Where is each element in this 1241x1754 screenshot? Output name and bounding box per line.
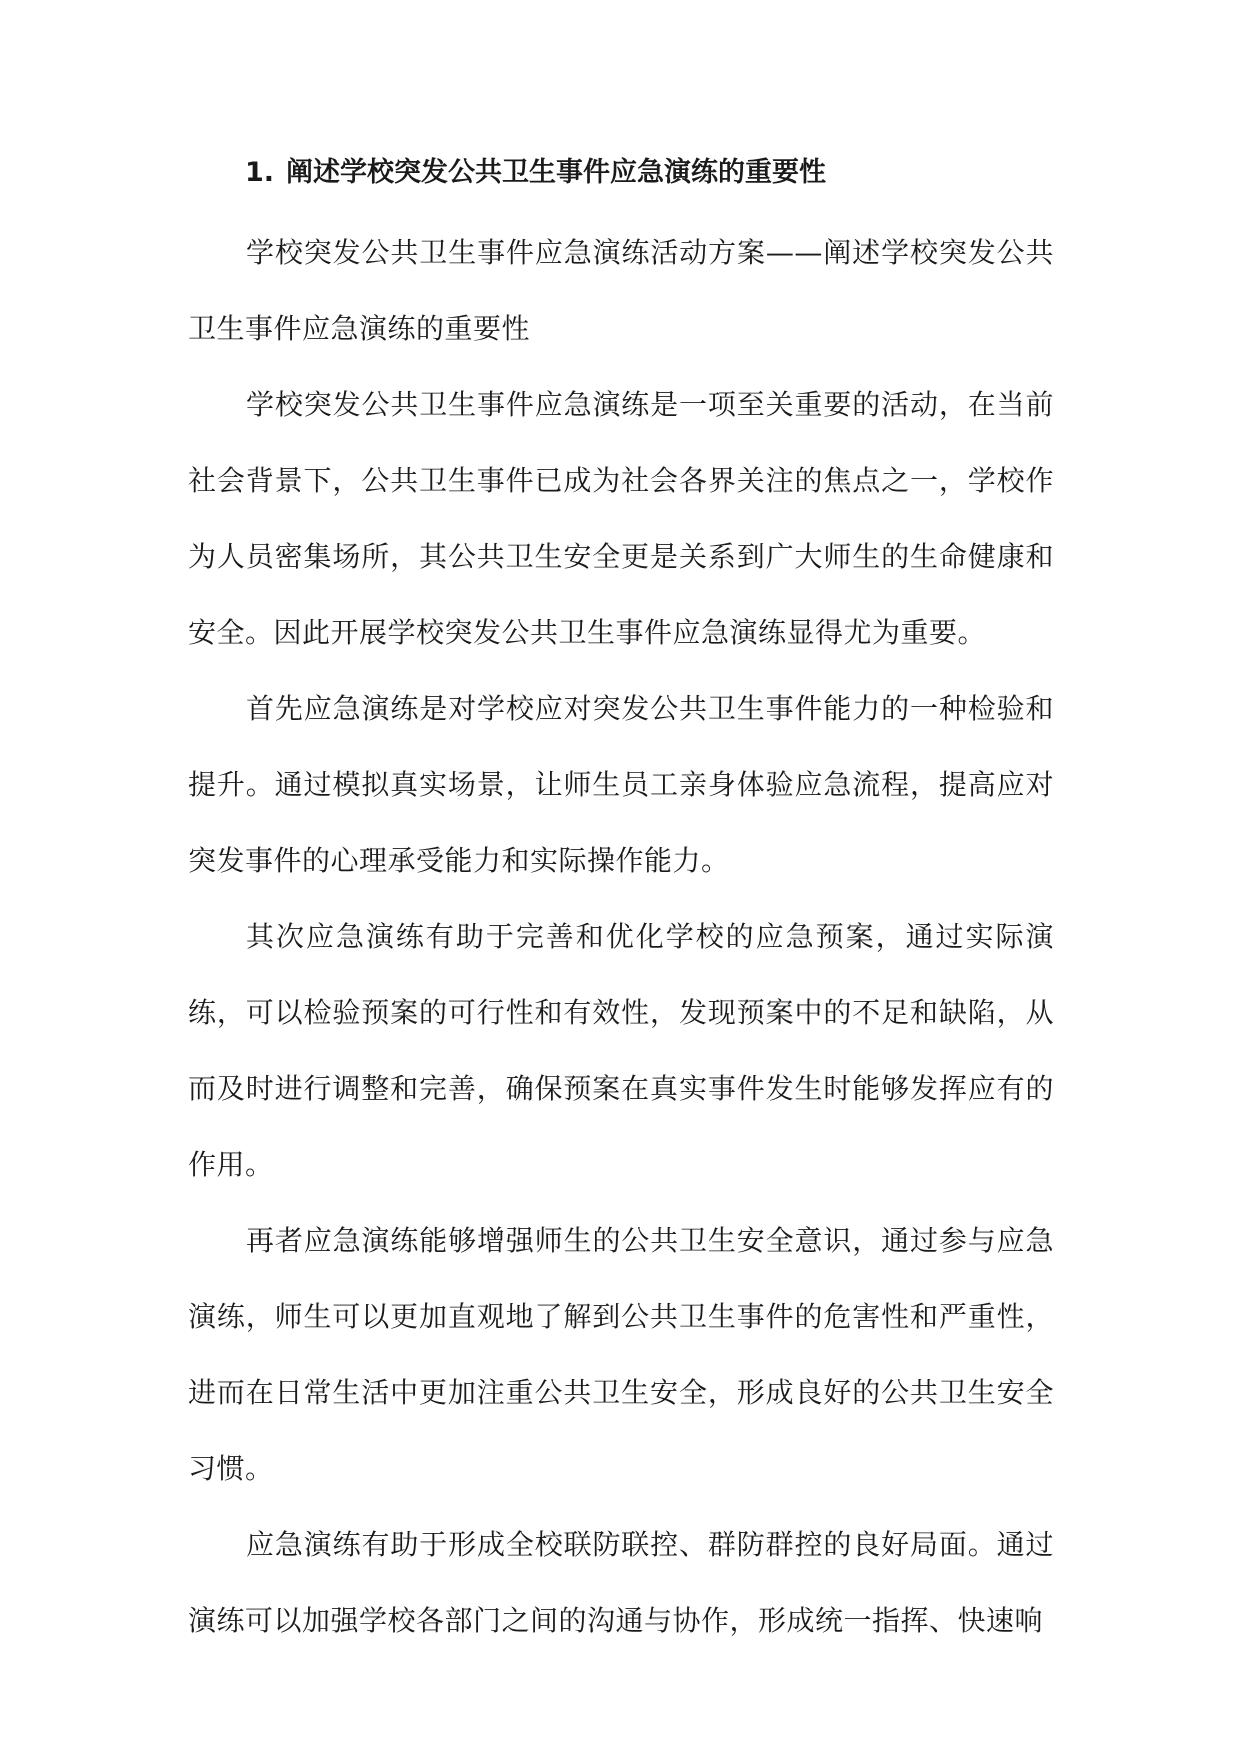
section-number: 1. [245, 157, 275, 188]
paragraph-importance: 学校突发公共卫生事件应急演练是一项至关重要的活动，在当前社会背景下，公共卫生事件已成为社会各界关注的焦点之一，学校作为人员密集场所，其公共卫生安全更是关系到广大师生的生命健康和安全。因此开展学校突发公共卫生事件应急演练显得尤为重要。 [188, 388, 1054, 649]
paragraph-intro-title: 学校突发公共卫生事件应急演练活动方案——阐述学校突发公共卫生事件应急演练的重要性 [188, 236, 1054, 345]
section-title: 阐述学校突发公共卫生事件应急演练的重要性 [286, 157, 827, 188]
document-body [188, 148, 1054, 1659]
paragraph-first: 首先应急演练是对学校应对突发公共卫生事件能力的一种检验和提升。通过模拟真实场景，让师生员工亲身体验应急流程，提高应对突发事件的心理承受能力和实际操作能力。 [188, 692, 1054, 877]
section-heading [188, 148, 1054, 198]
paragraph-third: 再者应急演练能够增强师生的公共卫生安全意识，通过参与应急演练，师生可以更加直观地了解到公共卫生事件的危害性和严重性，进而在日常生活中更加注重公共卫生安全，形成良好的公共卫生安全习惯。 [188, 1224, 1054, 1485]
paragraph-fourth: 应急演练有助于形成全校联防联控、群防群控的良好局面。通过演练可以加强学校各部门之间的沟通与协作，形成统一指挥、快速响 [188, 1528, 1054, 1637]
paragraph-second: 其次应急演练有助于完善和优化学校的应急预案，通过实际演练，可以检验预案的可行性和有效性，发现预案中的不足和缺陷，从而及时进行调整和完善，确保预案在真实事件发生时能够发挥应有的作用。 [188, 920, 1054, 1181]
